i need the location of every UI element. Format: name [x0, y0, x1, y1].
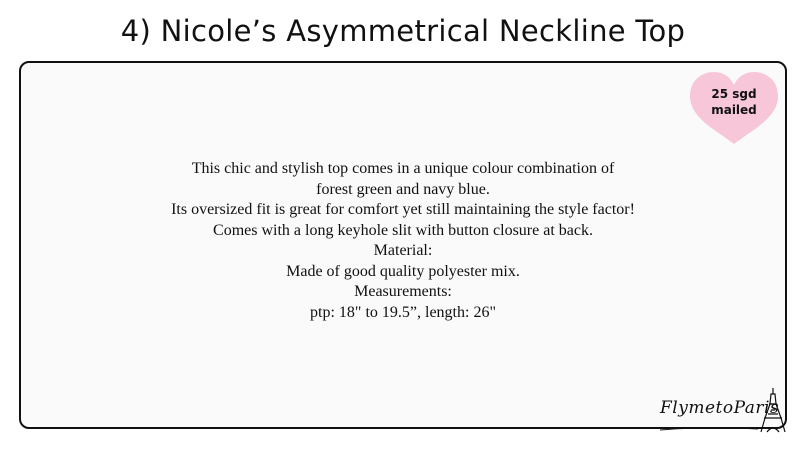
measurements-line: ptp: 18" to 19.5”, length: 26": [310, 303, 496, 321]
measurements-heading: Measurements:: [354, 283, 452, 300]
product-description: [120, 159, 686, 323]
description-line: Its oversized fit is great for comfort yet still maintaining the style factor!: [171, 201, 635, 218]
material-line: Made of good quality polyester mix.: [286, 262, 520, 280]
price-shipping-label: mailed: [711, 103, 757, 117]
description-line: This chic and stylish top comes in a unique colour combination of: [191, 160, 615, 177]
eiffel-tower-icon: [652, 386, 792, 434]
description-line: Comes with a long keyhole slit with button closure at back.: [213, 221, 593, 239]
material-heading: Material:: [373, 242, 433, 259]
price-label: 25 sgd: [711, 87, 757, 101]
page-title: 4) Nicole’s Asymmetrical Neckline Top: [120, 14, 686, 48]
description-line: forest green and navy blue.: [316, 180, 490, 198]
brand-logo-text: FlymetoParis: [660, 398, 780, 418]
price-badge: [686, 86, 782, 118]
